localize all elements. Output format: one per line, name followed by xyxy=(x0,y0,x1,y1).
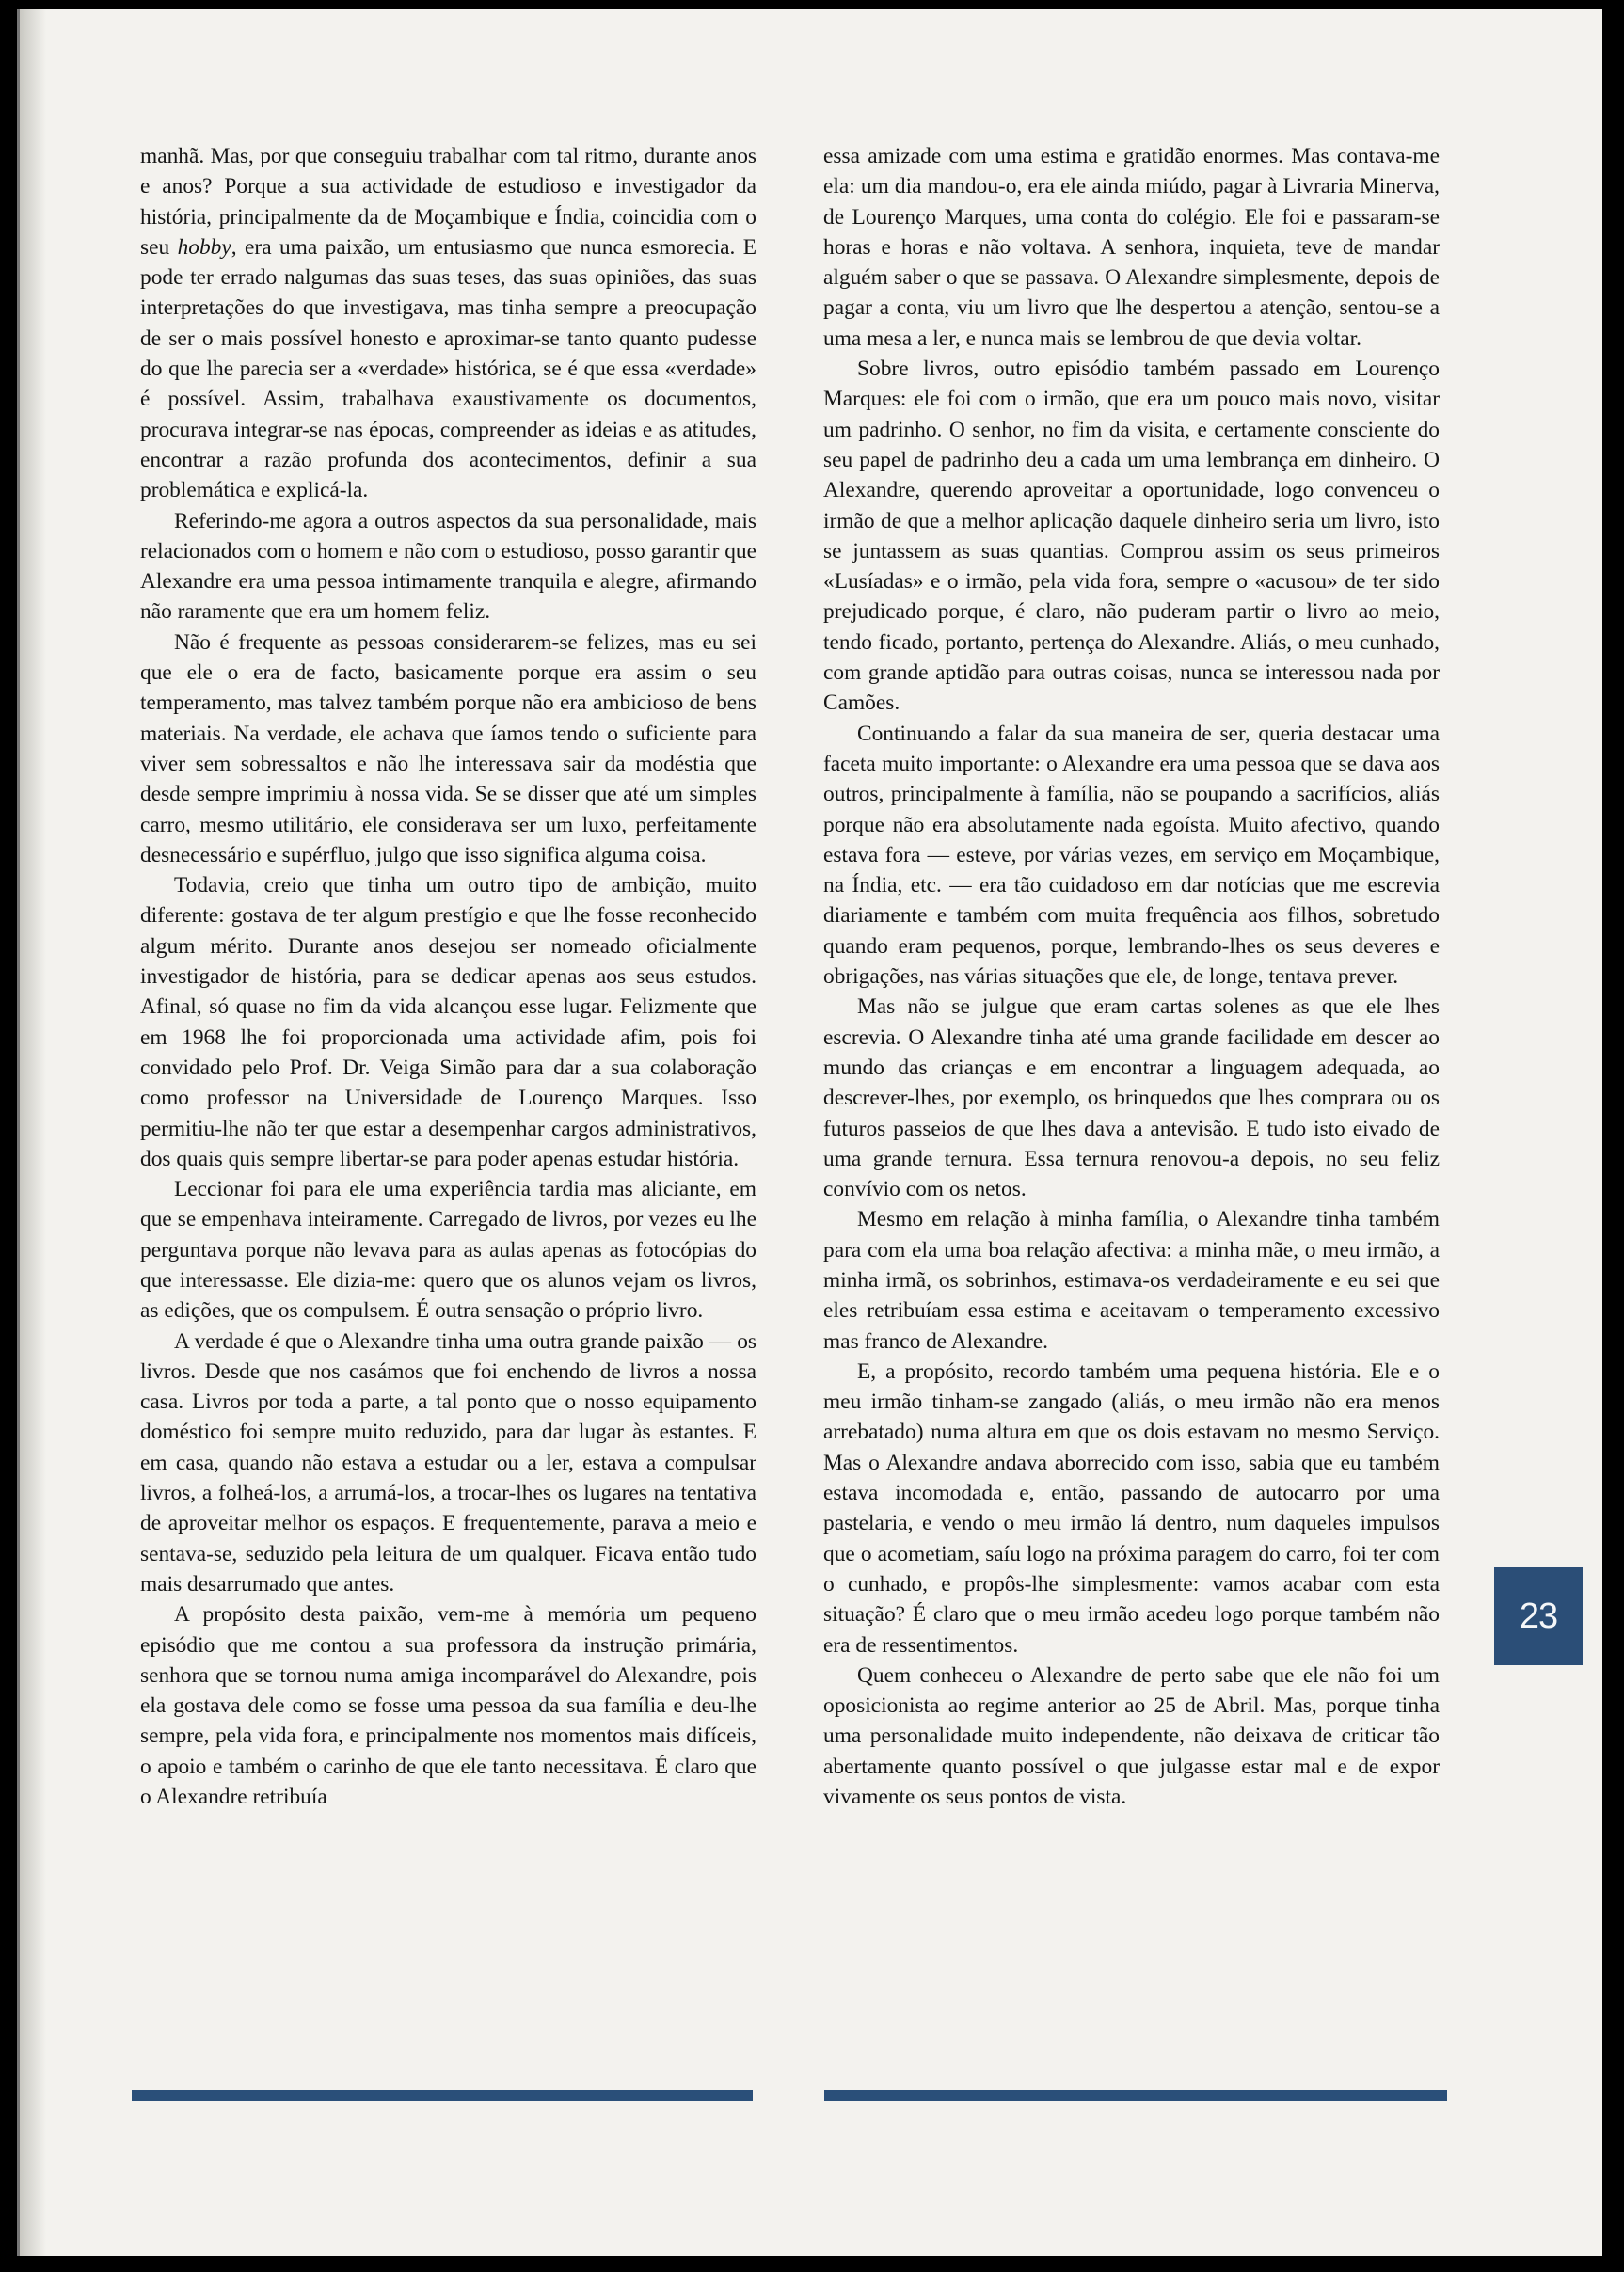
left-text-column xyxy=(140,141,756,1812)
right-column-footer-rule xyxy=(824,2090,1447,2101)
paragraph: A propósito desta paixão, vem-me à memória um pequeno episódio que me contou a sua professora da instrução primária, senhora que se tornou numa amiga incomparável do Alexandre, pois ela gostava dele como se fosse uma pessoa da sua família e deu-lhe sempre, pela vida fora, e principalmente nos momentos mais difíceis, o apoio e também o carinho de que ele tanto necessitava. É claro que o Alexandre retribuía xyxy=(140,1602,756,1810)
paragraph: Mesmo em relação à minha família, o Alexandre tinha também para com ela uma boa relação afectiva: a minha mãe, o meu irmão, a minha irmã, os sobrinhos, estimava-os verdadeiramente e eu sei que eles retribuíam essa estima e aceitavam o temperamento excessivo mas franco de Alexandre. xyxy=(823,1207,1440,1354)
paragraph: Todavia, creio que tinha um outro tipo de ambição, muito diferente: gostava de ter algum prestígio e que lhe fosse reconhecido algum mérito. Durante anos desejou ser nomeado oficialmente investigador de história, para se dedicar apenas aos seus estudos. Afinal, só quase no fim da vida alcançou esse lugar. Felizmente que em 1968 lhe foi proporcionada uma actividade afim, pois foi convidado pelo Prof. Dr. Veiga Simão para dar a sua colaboração como professor na Universidade de Lourenço Marques. Isso permitiu-lhe não ter que estar a desempenhar cargos administrativos, dos quais quis sempre libertar-se para poder apenas estudar história. xyxy=(140,873,756,1171)
paragraph: Referindo-me agora a outros aspectos da sua personalidade, mais relacionados com o homem e não com o estudioso, posso garantir que Alexandre era uma pessoa intimamente tranquila e alegre, afirmando não raramente que era um homem feliz. xyxy=(140,508,756,625)
paragraph: A verdade é que o Alexandre tinha uma outra grande paixão — os livros. Desde que nos casámos que foi enchendo de livros a nossa casa. Livros por toda a parte, a tal ponto que o nosso equipamento doméstico foi sempre muito reduzido, para dar lugar às estantes. E em casa, quando não estava a estudar ou a ler, estava a compulsar livros, a folheá-los, a arrumá-los, a trocar-lhes os lugares na tentativa de aproveitar melhor os espaços. E frequentemente, parava a meio e sentava-se, seduzido pela leitura de um qualquer. Ficava então tudo mais desarrumado que antes. xyxy=(140,1328,756,1597)
paragraph: Leccionar foi para ele uma experiência tardia mas aliciante, em que se empenhava inteiramente. Carregado de livros, por vezes eu lhe perguntava porque não levava para as aulas apenas as fotocópias do que interessasse. Ele dizia-me: quero que os alunos vejam os livros, as edições, que os compulsem. É outra sensação o próprio livro. xyxy=(140,1177,756,1324)
paragraph: Sobre livros, outro episódio também passado em Lourenço Marques: ele foi com o irmão, que era um pouco mais novo, visitar um padrinho. O senhor, no fim da visita, e certamente consciente do seu papel de padrinho deu a cada um uma lembrança em dinheiro. O Alexandre, querendo aproveitar a oportunidade, logo convenceu o irmão de que a melhor aplicação daquele dinheiro seria um livro, isto se juntassem as suas quantias. Comprou assim os seus primeiros «Lusíadas» e o irmão, pela vida fora, sempre o «acusou» de ter sido prejudicado porque, é claro, não puderam partir o livro ao meio, tendo ficado, portanto, pertença do Alexandre. Aliás, o meu cunhado, com grande aptidão para outras coisas, nunca se interessou nada por Camões. xyxy=(823,357,1440,716)
paragraph: Não é frequente as pessoas considerarem-se felizes, mas eu sei que ele o era de facto, basicamente porque era assim o seu temperamento, mas talvez também porque não era ambicioso de bens materiais. Na verdade, ele achava que íamos tendo o suficiente para viver sem sobressaltos e não lhe interessava sair da modéstia que desde sempre imprimiu à nossa vida. Se se disser que até um simples carro, mesmo utilitário, ele considerava ser um luxo, perfeitamente desnecessário e supérfluo, julgo que isso significa alguma coisa. xyxy=(140,629,756,867)
page-number-tab: 23 xyxy=(1494,1567,1583,1665)
left-column-footer-rule xyxy=(132,2090,753,2101)
right-text-column xyxy=(823,141,1440,1812)
paragraph: E, a propósito, recordo também uma pequena história. Ele e o meu irmão tinham-se zangado (aliás, o meu irmão não era menos arrebatado) numa altura em que os dois estavam no mesmo Serviço. Mas o Alexandre andava aborrecido com isso, sabia que eu também estava incomodada e, então, passando de autocarro por uma pastelaria, e vendo o meu irmão lá dentro, num daqueles impulsos que o acometiam, saíu logo na próxima paragem do carro, foi ter com o cunhado, e propôs-lhe simplesmente: vamos acabar com esta situação? É claro que o meu irmão acedeu logo porque também não era de ressentimentos. xyxy=(823,1358,1440,1658)
paragraph: Quem conheceu o Alexandre de perto sabe que ele não foi um oposicionista ao regime anterior ao 25 de Abril. Mas, porque tinha uma personalidade muito independente, não deixava de criticar tão abertamente quanto possível o que julgasse estar mal e de expor vivamente os seus pontos de vista. xyxy=(823,1662,1440,1810)
paragraph: Mas não se julgue que eram cartas solenes as que ele lhes escrevia. O Alexandre tinha até uma grande facilidade em descer ao mundo das crianças e em encontrar a linguagem adequada, ao descrever-lhes, por exemplo, os brinquedos que lhes comprara ou os futuros passeios de que lhes dava a antevisão. E tudo isto eivado de uma grande ternura. Essa ternura renovou-a depois, no seu feliz convívio com os netos. xyxy=(823,994,1440,1202)
paragraph: Continuando a falar da sua maneira de ser, queria destacar uma faceta muito importante: o Alexandre era uma pessoa que se dava aos outros, principalmente à família, não se poupando a sacrifícios, aliás porque não era absolutamente nada egoísta. Muito afectivo, quando estava fora — esteve, por várias vezes, em serviço em Moçambique, na Índia, etc. — era tão cuidadoso em dar notícias que me escrevia diariamente e também com muita frequência aos filhos, sobretudo quando eram pequenos, porque, lembrando-lhes os seus deveres e obrigações, nas várias situações que ele, de longe, tentava prever. xyxy=(823,721,1440,990)
paragraph: essa amizade com uma estima e gratidão enormes. Mas contava-me ela: um dia mandou-o, era ele ainda miúdo, pagar à Livraria Minerva, de Lourenço Marques, uma conta do colégio. Ele foi e passaram-se horas e horas e não voltava. A senhora, inquieta, teve de mandar alguém saber o que se passava. O Alexandre simplesmente, depois de pagar a conta, viu um livro que lhe despertou a atenção, sentou-se a uma mesa a ler, e nunca mais se lembrou de que devia voltar. xyxy=(823,144,1440,351)
page-gutter-shadow xyxy=(20,9,46,2256)
paragraph: manhã. Mas, por que conseguiu trabalhar com tal ritmo, durante anos e anos? Porque a sua actividade de estudioso e investigador da história, principalmente da de Moçambique e Índia, coincidia com o seu hobby, era uma paixão, um entusiasmo que nunca esmorecia. E pode ter errado nalgumas das suas teses, das suas opiniões, das suas interpretações do que investigava, mas tinha sempre a preocupação de ser o mais possível honesto e aproximar-se tanto quanto pudesse do que lhe parecia ser a «verdade» histórica, se é que essa «verdade» é possível. Assim, trabalhava exaustivamente os documentos, procurava integrar-se nas épocas, compreender as ideias e as atitudes, encontrar a razão profunda dos acontecimentos, definir a sua problemática e explicá-la. xyxy=(140,144,756,503)
